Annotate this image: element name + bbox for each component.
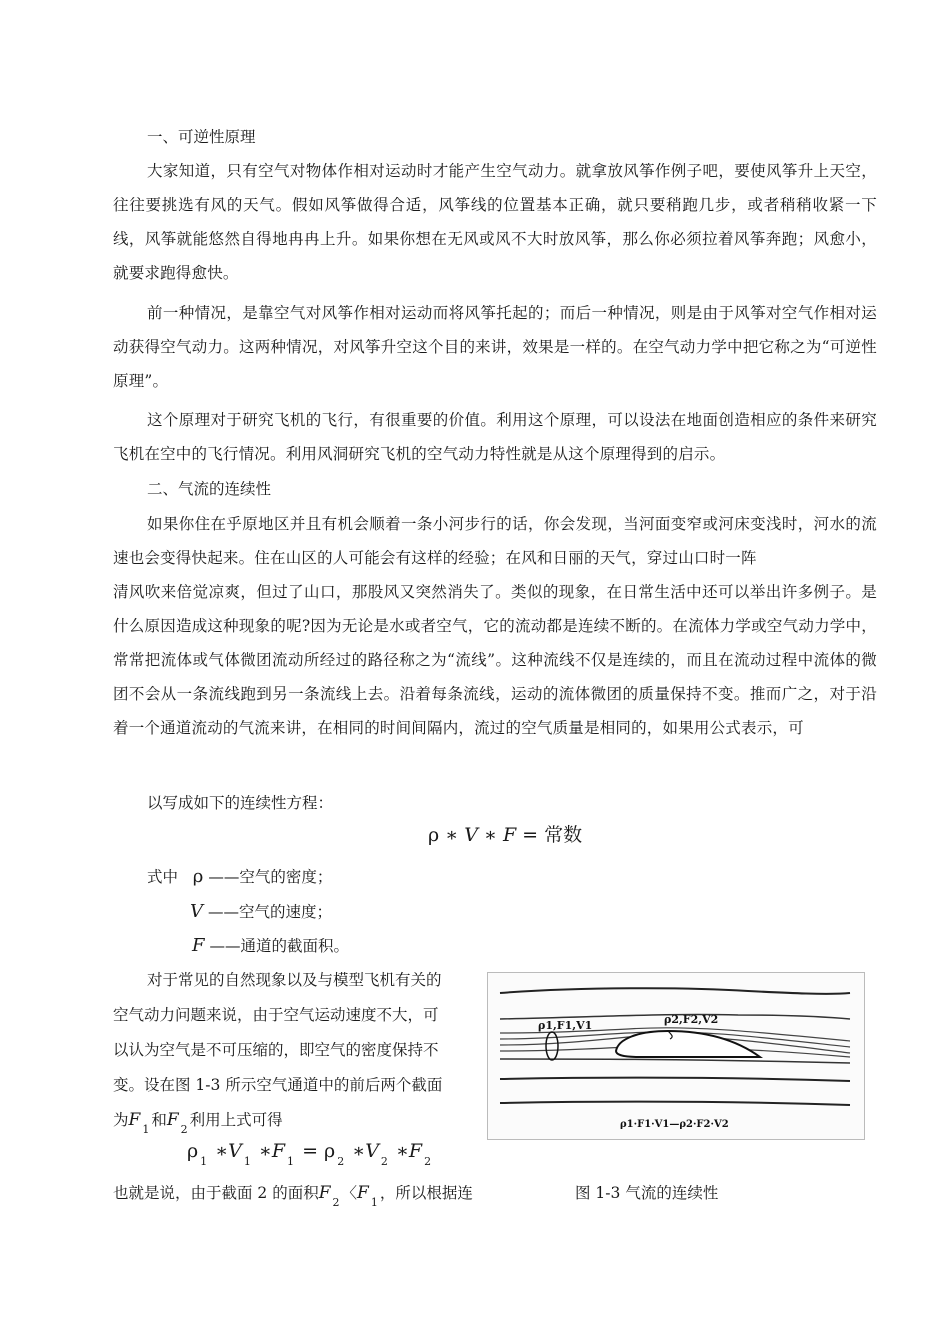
section2-paragraph-2-line-5: 为F $_1$和F $_2$利用上式可得 xyxy=(113,1110,283,1136)
figure-caption: 图 1-3 气流的连续性 xyxy=(575,1184,719,1202)
section2-paragraph-2-line-3: 以认为空气是不可压缩的，即空气的密度保持不 xyxy=(113,1041,439,1059)
section1-paragraph-3: 这个原理对于研究飞机的飞行，有很重要的价值。利用这个原理，可以设法在地面创造相应的条件来研究飞机在空中的飞行情况。利用风洞研究飞机的空气动力特性就是从这个原理得到的启示。 xyxy=(113,411,877,463)
section1-paragraph-1: 大家知道，只有空气对物体作相对运动时才能产生空气动力。就拿放风筝作例子吧，要使风筝升上天空，往往要挑选有风的天气。假如风筝做得合适，风筝线的位置基本正确，就只要稍跑几步，或者稍稍收紧一下线，风筝就能悠然自得地冉冉上升。如果你想在无风或风不大时放风筝，那么你必须拉着风筝奔跑；风愈小，就要求跑得愈快。 xyxy=(113,162,877,282)
definition-f: F ——通道的截面积。 xyxy=(192,935,349,956)
continuity-intro: 以写成如下的连续性方程： xyxy=(147,794,334,812)
eq-rho: ρ xyxy=(428,824,440,846)
section1-paragraph-2: 前一种情况，是靠空气对风筝作相对运动而将风筝托起的；而后一种情况，则是由于风筝对空气作相对运动获得空气动力。这两种情况，对风筝升空这个目的来讲，效果是一样的。在空气动力学中把它称之为“可逆性原理”。 xyxy=(113,304,877,390)
section1-heading: 一、可逆性原理 xyxy=(147,128,256,146)
definition-v: V ——空气的速度； xyxy=(190,901,332,922)
section2-paragraph-2-line-2: 空气动力问题来说，由于空气运动速度不大，可 xyxy=(113,1006,439,1024)
figure-airflow-continuity xyxy=(487,972,865,1140)
figure-formula: ρ1·F1·V1—ρ2·F2·V2 xyxy=(620,1119,729,1130)
section2-paragraph-1b: 清风吹来倍觉凉爽，但过了山口，那股风又突然消失了。类似的现象，在日常生活中还可以举出许多例子。是什么原因造成这种现象的呢?因为无论是水或者空气，它的流动都是连续不断的。在流体力学或空气动力学中，常常把流体或气体微团流动所经过的路径称之为“流线”。这种流线不仅是连续的，而且在流动过程中流体的微团不会从一条流线跑到另一条流线上去。沿着每条流线，运动的流体微团的质量保持不变。推而广之，对于沿着一个通道流动的气流来讲，在相同的时间间隔内，流过的空气质量是相同的，如果用公式表示，可 xyxy=(113,583,877,737)
section2-paragraph-2-line-1: 对于常见的自然现象以及与模型飞机有关的 xyxy=(147,971,442,989)
definition-rho: 式中 ρ ——空气的密度； xyxy=(147,866,333,887)
eq-f: F xyxy=(502,824,517,846)
section2-paragraph-1a: 如果你住在乎原地区并且有机会顺着一条小河步行的话，你会发现，当河面变窄或河床变浅时，河水的流速也会变得快起来。住在山区的人可能会有这样的经验；在风和日丽的天气，穿过山口时一阵 xyxy=(113,515,877,567)
section-1-ring xyxy=(546,1032,558,1060)
eq-constant: 常数 xyxy=(544,824,583,846)
section2-paragraph-2-line-4: 变。设在图 1-3 所示空气通道中的前后两个截面 xyxy=(113,1076,443,1094)
section2-final-line: 也就是说，由于截面 2 的面积F $_2$〈F $_1$，所以根据连 xyxy=(113,1183,473,1209)
eq-v: V xyxy=(464,824,478,846)
section2-heading: 二、气流的连续性 xyxy=(147,480,272,498)
figure-label-section-1: ρ1,F1,V1 xyxy=(538,1019,593,1032)
continuity-equation-2: ρ $_1$ ∗V $_1$ ∗F $_1$ = ρ $_2$ ∗V $_2$ ∗F $_2$ xyxy=(187,1140,432,1168)
figure-label-section-2: ρ2,F2,V2 xyxy=(664,1013,719,1026)
continuity-equation: ρ ∗ V ∗ F = 常数 xyxy=(428,824,583,846)
airflow-diagram xyxy=(488,973,864,1139)
